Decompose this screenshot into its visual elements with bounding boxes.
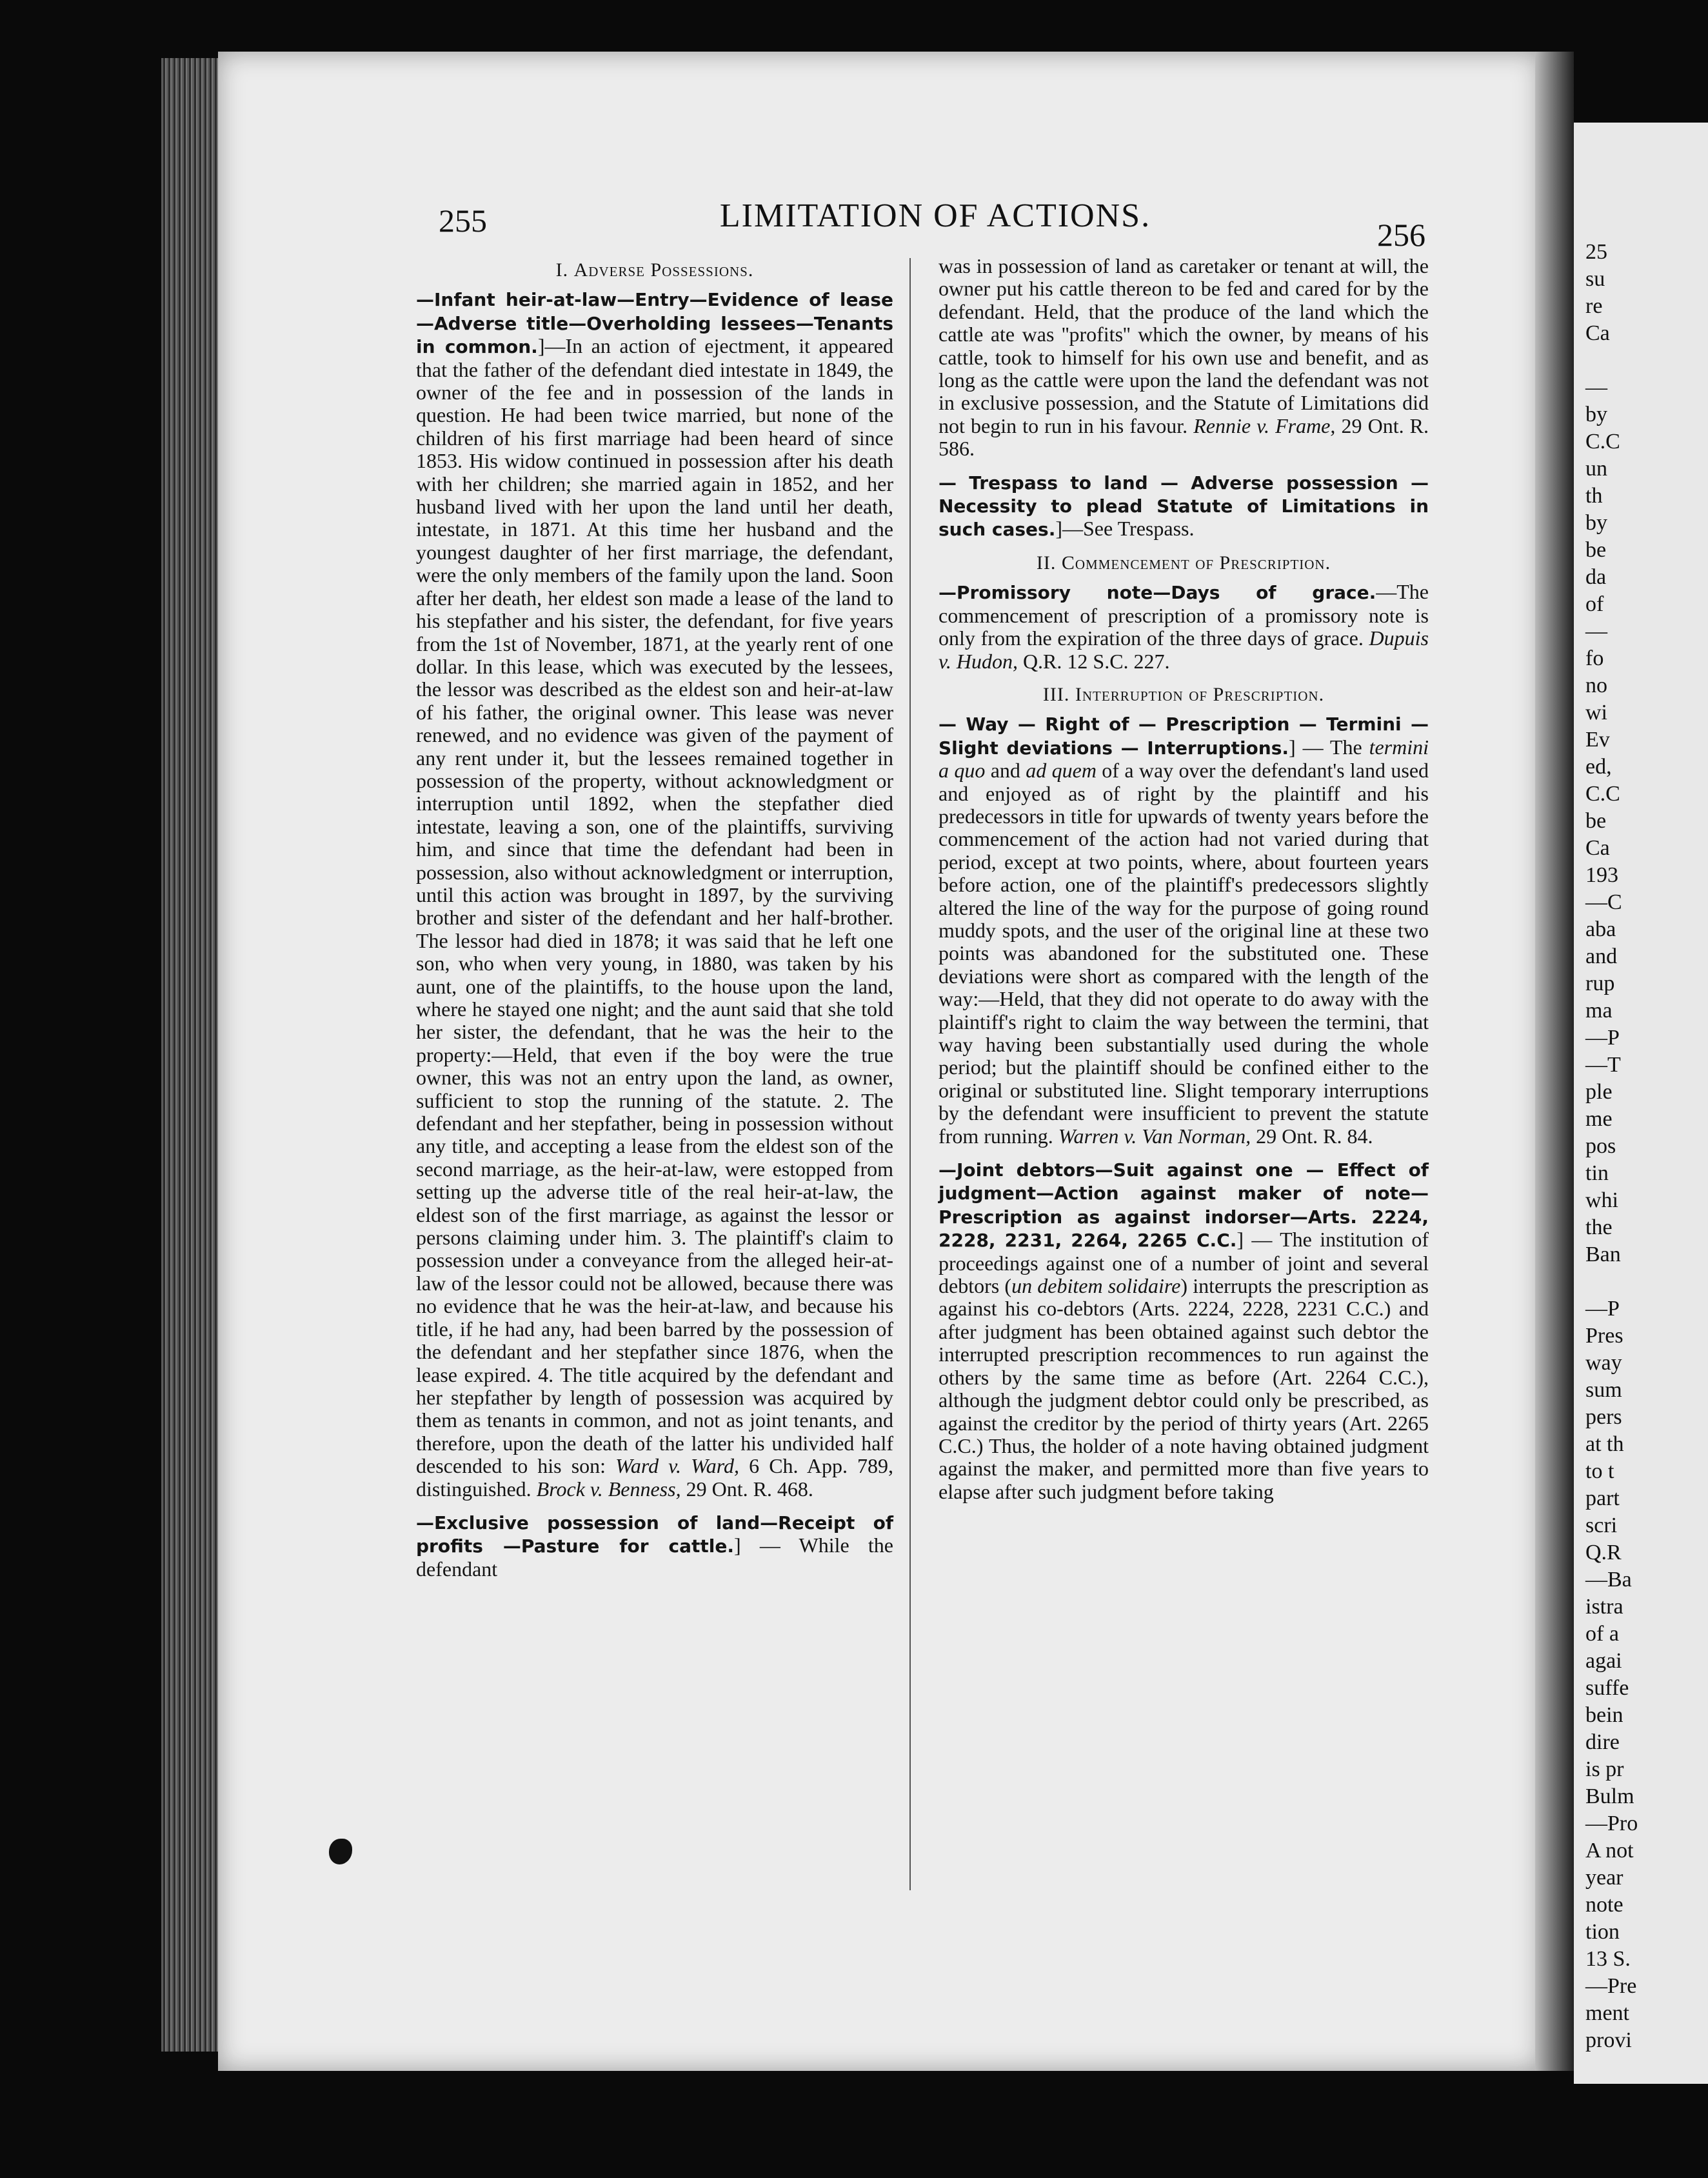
- latin-term: un debitem solidaire: [1011, 1274, 1181, 1298]
- book-page-edges: [161, 58, 219, 2052]
- case-citation: Warren v. Van Norman,: [1058, 1124, 1251, 1148]
- entry-promissory-note: [938, 581, 1429, 673]
- entry-text: 29 Ont. R. 586.: [938, 414, 1429, 461]
- adjacent-page-fragment: [1574, 123, 1708, 2084]
- page-number-left: 255: [439, 203, 487, 239]
- left-column: [416, 255, 893, 1997]
- section-number: II.: [1036, 552, 1057, 574]
- entry-heading: —Infant heir-at-law—Entry—Evidence of lease —Adverse title—Overholding lessees—Tenants in common.: [416, 289, 893, 358]
- case-citation: Brock v. Benness,: [536, 1477, 681, 1501]
- case-citation: Rennie v. Frame,: [1193, 414, 1336, 437]
- entry-text: ]—See Trespass.: [1055, 517, 1195, 541]
- section-title: Commencement of Prescription.: [1061, 552, 1331, 574]
- entry-heading: — Way — Right of — Prescription — Termini — Slight deviations — Interruptions.: [938, 714, 1429, 759]
- running-title: LIMITATION OF ACTIONS.: [719, 197, 1151, 234]
- entry-text: ] — The institution of proceedings against one of a number of joint and several debtors (: [938, 1228, 1429, 1298]
- section-heading-commencement: [938, 552, 1429, 574]
- entry-heading: — Trespass to land — Adverse possession — Necessity to plead Statute of Limitations in such cases.: [938, 472, 1429, 541]
- right-column: [938, 255, 1429, 1997]
- entry-text: 29 Ont. R. 84.: [1251, 1124, 1373, 1148]
- entry-way-right: [938, 712, 1429, 1148]
- entry-text: —The commencement of prescription of a promissory note is only from the expiration of the three days of grace.: [938, 580, 1429, 650]
- entry-text: 29 Ont. R. 468.: [680, 1477, 813, 1501]
- column-divider: [909, 258, 911, 1890]
- entry-text: ] — While the defendant: [416, 1534, 894, 1581]
- running-header: [432, 197, 1438, 253]
- gutter-shadow: [1535, 52, 1574, 2071]
- section-number: III.: [1042, 683, 1070, 705]
- entry-trespass: [938, 471, 1429, 541]
- case-citation: Ward v. Ward,: [615, 1454, 740, 1478]
- entry-heading: —Promissory note—Days of grace.: [938, 582, 1376, 604]
- entry-text: ) interrupts the prescription as against his co-debtors (Arts. 2224, 2228, 2231 C.C.) and after judgment has been obtained against such debtor the interrupted prescription recommences to run against the others by the same time as before (Art. 2264 C.C.), although the judgment debtor could only be prescribed, as against the creditor by the period of thirty years (Art. 2265 C.C.) Thus, the holder of a note having obtained judgment against the maker, and permitted more than five years to elapse after such judgment before taking: [938, 1274, 1429, 1503]
- entry-continuation: [938, 255, 1429, 461]
- entry-text: ] — The: [1289, 735, 1369, 759]
- entry-infant-heir: [416, 288, 893, 1501]
- entry-exclusive-possession: [416, 1511, 893, 1581]
- section-heading-adverse-possessions: [416, 259, 893, 281]
- section-title: Interruption of Prescription.: [1075, 683, 1325, 705]
- section-heading-interruption: [938, 683, 1429, 706]
- latin-term: ad quem: [1026, 759, 1097, 783]
- section-number: I.: [555, 259, 569, 281]
- entry-text: was in possession of land as caretaker or tenant at will, the owner put his cattle thereon to be fed and cared for by the defendant. Held, that the produce of the land which the cattle ate was ''profits'' which the owner, by means of his cattle, took to himself for his own use and benefit, and as long as the cattle were upon the land the defendant was not in exclusive possession, and the Statute of Limitations did not begin to run in his favour.: [938, 254, 1429, 437]
- page-number-right: 256: [1377, 217, 1425, 253]
- adjacent-page-text: 25 su re Ca — by C.C un th by be da of — fo no wi Ev ed, C.C be Ca 193 —C aba and rup ma —P —T ple me pos tin whi the Ban —P Pres way sum pers at th to t part scri Q.R —Ba istra of a agai suffe bein dire is pr Bulm —Pro A not year note tion 13 S. —Pre ment provi: [1585, 240, 1638, 2052]
- entry-joint-debtors: [938, 1158, 1429, 1503]
- latin-term: termini a quo: [938, 735, 1429, 783]
- entry-text: ]—In an action of ejectment, it appeared that the father of the defendant died intestate in 1849, the owner of the fee and in possession of the lands in question. He had been twice married, but none of the children of his first marriage had been heard of since 1853. His widow continued in possession after his death with her children; she married again in 1852, and her husband lived with her upon the land until her death, intestate, in 1871. At this time her husband and the youngest daughter of her first marriage, the defendant, were the only members of the family upon the land. Soon after her death, her eldest son made a lease of the land to his stepfather and his sister, the defendant, for five years from the 1st of November, 1871, at the yearly rent of one dollar. In this lease, which was executed by the lessees, the lessor was described as the eldest son and heir-at-law of his father, the original owner. This lease was never renewed, and no evidence was given of the payment of any rent under it, but the lessees remained together in possession of the property, without acknowledgment or interruption until 1892, when the stepfather died intestate, leaving a son, one of the plaintiffs, surviving him, and since that time the defendant had been in possession, also without acknowledgment or interruption, until this action was brought in 1897, by the surviving brother and sister of the defendant and her half-brother. The lessor had died in 1878; it was said that he left one son, who when very young, in 1880, was taken by his aunt, one of the plaintiffs, to the house upon the land, where he stayed one night; and the aunt said that she told her sister, the defendant, that he was the heir to the property:—Held, that even if the boy were the true owner, this was not an entry upon the land, as owner, sufficient to stop the running of the statute. 2. The defendant and her stepfather, being in possession without any title, and accepting a lease from the eldest son of the second marriage, as the heir-at-law, were estopped from setting up the adverse title of the real heir-at-law, the eldest son of the first marriage, as against the lessor or persons claiming under him. 3. The plaintiff's claim to possession under a conveyance from the alleged heir-at-law of the lessor could not be allowed, because there was no evidence that he was the heir-at-law, and because his title, if he had any, had been barred by the possession of the defendant and her stepfather since 1876, when the lease expired. 4. The title acquired by the defendant and her stepfather by length of possession was acquired by them as tenants in common, and not as joint tenants, and therefore, upon the death of the latter his undivided half descended to his son:: [416, 334, 893, 1478]
- entry-text: Q.R. 12 S.C. 227.: [1017, 649, 1170, 673]
- entry-text: of a way over the defendant's land used and enjoyed as of right by the plaintiff and his predecessors in title for upwards of twenty years before the commencement of the action had not varied during that period, except at two points, where, about fourteen years before action, one of the plaintiff's predecessors slightly altered the line of the way for the purpose of going round muddy spots, and the user of the original line at these two points was abandoned for the substituted one. These deviations were short as compared with the length of the way:—Held, that they did not operate to do away with the plaintiff's right to claim the way between the termini, that way having been substantially used during the whole period; but the plaintiff should be confined either to the original or substituted line. Slight temporary interruptions by the defendant were insufficient to prevent the statute from running.: [938, 759, 1429, 1148]
- entry-heading: —Exclusive possession of land—Receipt of profits —Pasture for cattle.: [416, 1512, 893, 1557]
- case-citation: Dupuis v. Hudon,: [938, 626, 1429, 673]
- entry-heading: —Joint debtors—Suit against one — Effect of judgment—Action against maker of note—Prescription as against indorser—Arts. 2224, 2228, 2231, 2264, 2265 C.C.: [938, 1159, 1429, 1252]
- entry-text: 6 Ch. App. 789, distinguished.: [416, 1454, 894, 1501]
- section-title: Adverse Possessions.: [573, 259, 754, 281]
- entry-text: and: [985, 759, 1026, 783]
